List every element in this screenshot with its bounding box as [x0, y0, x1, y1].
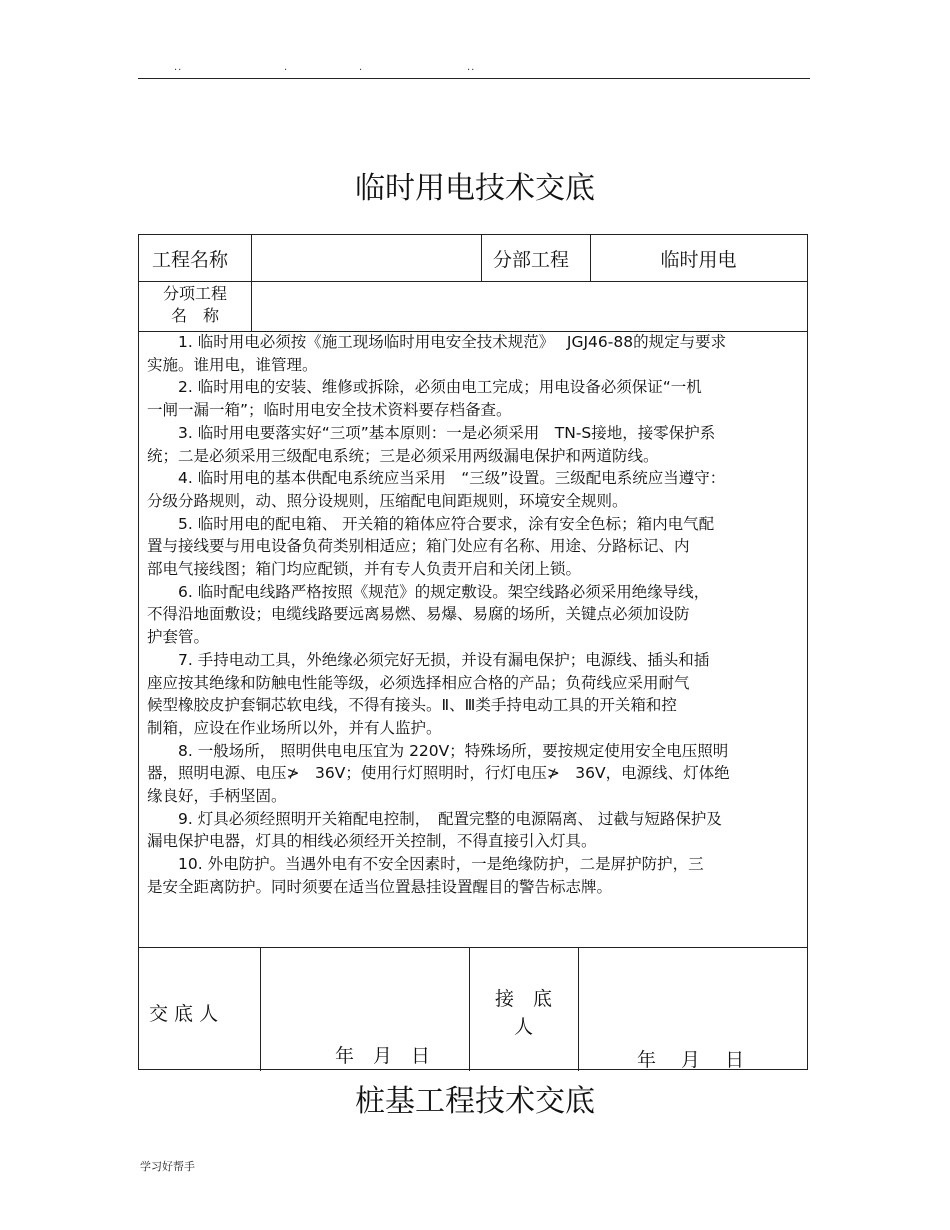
- content-line: 缘良好，手柄坚固。: [147, 787, 287, 806]
- sub-item-label: [139, 283, 251, 327]
- row-divider: [139, 281, 807, 282]
- receiver-date: 年 月 日: [637, 1049, 745, 1071]
- content-line: 漏电保护电器，灯具的相线必须经开关控制，不得直接引入灯具。: [147, 832, 597, 851]
- content-line: 分级分路规则，动、照分设规则，压缩配电间距规则，环境安全规则。: [147, 491, 628, 510]
- content-line: 3. 临时用电要落实好“三项”基本原则：一是必须采用 TN-S接地，接零保护系: [178, 423, 716, 442]
- footer-text: 学习好帮手: [140, 1160, 195, 1173]
- col-divider: [481, 235, 482, 281]
- content-line: 制箱，应设在作业场所以外，并有人监护。: [147, 718, 442, 737]
- content-line: 10. 外电防护。当遇外电有不安全因素时，一是绝缘防护，二是屏护防护，三: [178, 855, 704, 874]
- row-divider: [139, 947, 807, 948]
- header-rule: [138, 78, 810, 79]
- col-divider: [260, 947, 261, 1071]
- content-line: 护套管。: [147, 628, 210, 647]
- handover-label: 交 底 人: [149, 1003, 219, 1025]
- content-line: 一闸一漏一箱”；临时用电安全技术资料要存档备查。: [147, 401, 512, 420]
- col-divider: [251, 235, 252, 281]
- division-value: 临时用电: [660, 249, 737, 271]
- next-section-title: 桩基工程技术交底: [355, 1084, 595, 1119]
- content-line: 置与接线要与用电设备负荷类别相适应；箱门处应有名称、用途、分路标记、内: [147, 537, 690, 556]
- header-dot: .: [284, 62, 289, 73]
- receiver-label-line: 接 底: [494, 988, 552, 1010]
- project-name-label: 工程名称: [152, 249, 229, 271]
- content-line: 6. 临时配电线路严格按照《规范》的规定敷设。架空线路必须采用绝缘导线，: [178, 582, 710, 601]
- content-line: 座应按其绝缘和防触电性能等级，必须选择相应合格的产品；负荷线应采用耐气: [147, 673, 690, 692]
- handover-table: [138, 234, 808, 1070]
- content-line: 统；二是必须采用三级配电系统；三是必须采用两级漏电保护和两道防线。: [147, 446, 659, 465]
- content-line: 1. 临时用电必须按《施工现场临时用电安全技术规范》 JGJ46-88的规定与要求: [178, 333, 727, 351]
- receiver-label: [469, 985, 578, 1041]
- content-line: 器，照明电源、电压≯ 36V；使用行灯照明时，行灯电压≯ 36V，电源线、灯体绝: [147, 764, 730, 783]
- content-block: [147, 331, 803, 899]
- content-line: 候型橡胶皮护套铜芯软电线，不得有接头。Ⅱ、Ⅲ类手持电动工具的开关箱和控: [147, 696, 677, 715]
- content-line: 9. 灯具必须经照明开关箱配电控制， 配置完整的电源隔离、 过截与短路保护及: [178, 809, 722, 828]
- content-line: 部电气接线图；箱门均应配锁，并有专人负责开启和关闭上锁。: [147, 560, 582, 579]
- page-title: 临时用电技术交底: [355, 171, 595, 206]
- content-line: 不得沿地面敷设；电缆线路要远离易燃、易爆、易腐的场所，关键点必须加设防: [147, 605, 690, 624]
- division-label: 分部工程: [493, 249, 570, 271]
- content-line: 5. 临时用电的配电箱、 开关箱的箱体应符合要求，涂有安全色标；箱内电气配: [178, 514, 715, 533]
- col-divider: [578, 947, 579, 1071]
- handover-date: 年 月 日: [335, 1045, 431, 1067]
- content-line: 8. 一般场所， 照明供电电压宜为 220V；特殊场所，要按规定使用安全电压照明: [178, 741, 729, 760]
- receiver-label-line: 人: [513, 1016, 533, 1038]
- content-line: 7. 手持电动工具，外绝缘必须完好无损，并设有漏电保护；电源线、插头和插: [178, 650, 710, 669]
- content-line: 实施。谁用电，谁管理。: [147, 355, 318, 374]
- content-line: 2. 临时用电的安装、维修或拆除，必须由电工完成；用电设备必须保证“一机: [178, 378, 702, 397]
- header-dot: ..: [174, 62, 183, 73]
- header-dot: ..: [467, 62, 476, 73]
- col-divider: [251, 281, 252, 331]
- sub-item-label-line: 分项工程: [162, 284, 227, 303]
- header-dot: .: [359, 62, 364, 73]
- content-line: 4. 临时用电的基本供配电系统应当采用 “三级”设置。三级配电系统应当遵守：: [178, 469, 726, 488]
- content-line: 是安全距离防护。同时须要在适当位置悬挂设置醒目的警告标志牌。: [147, 877, 613, 896]
- sub-item-label-line: 名 称: [170, 306, 219, 325]
